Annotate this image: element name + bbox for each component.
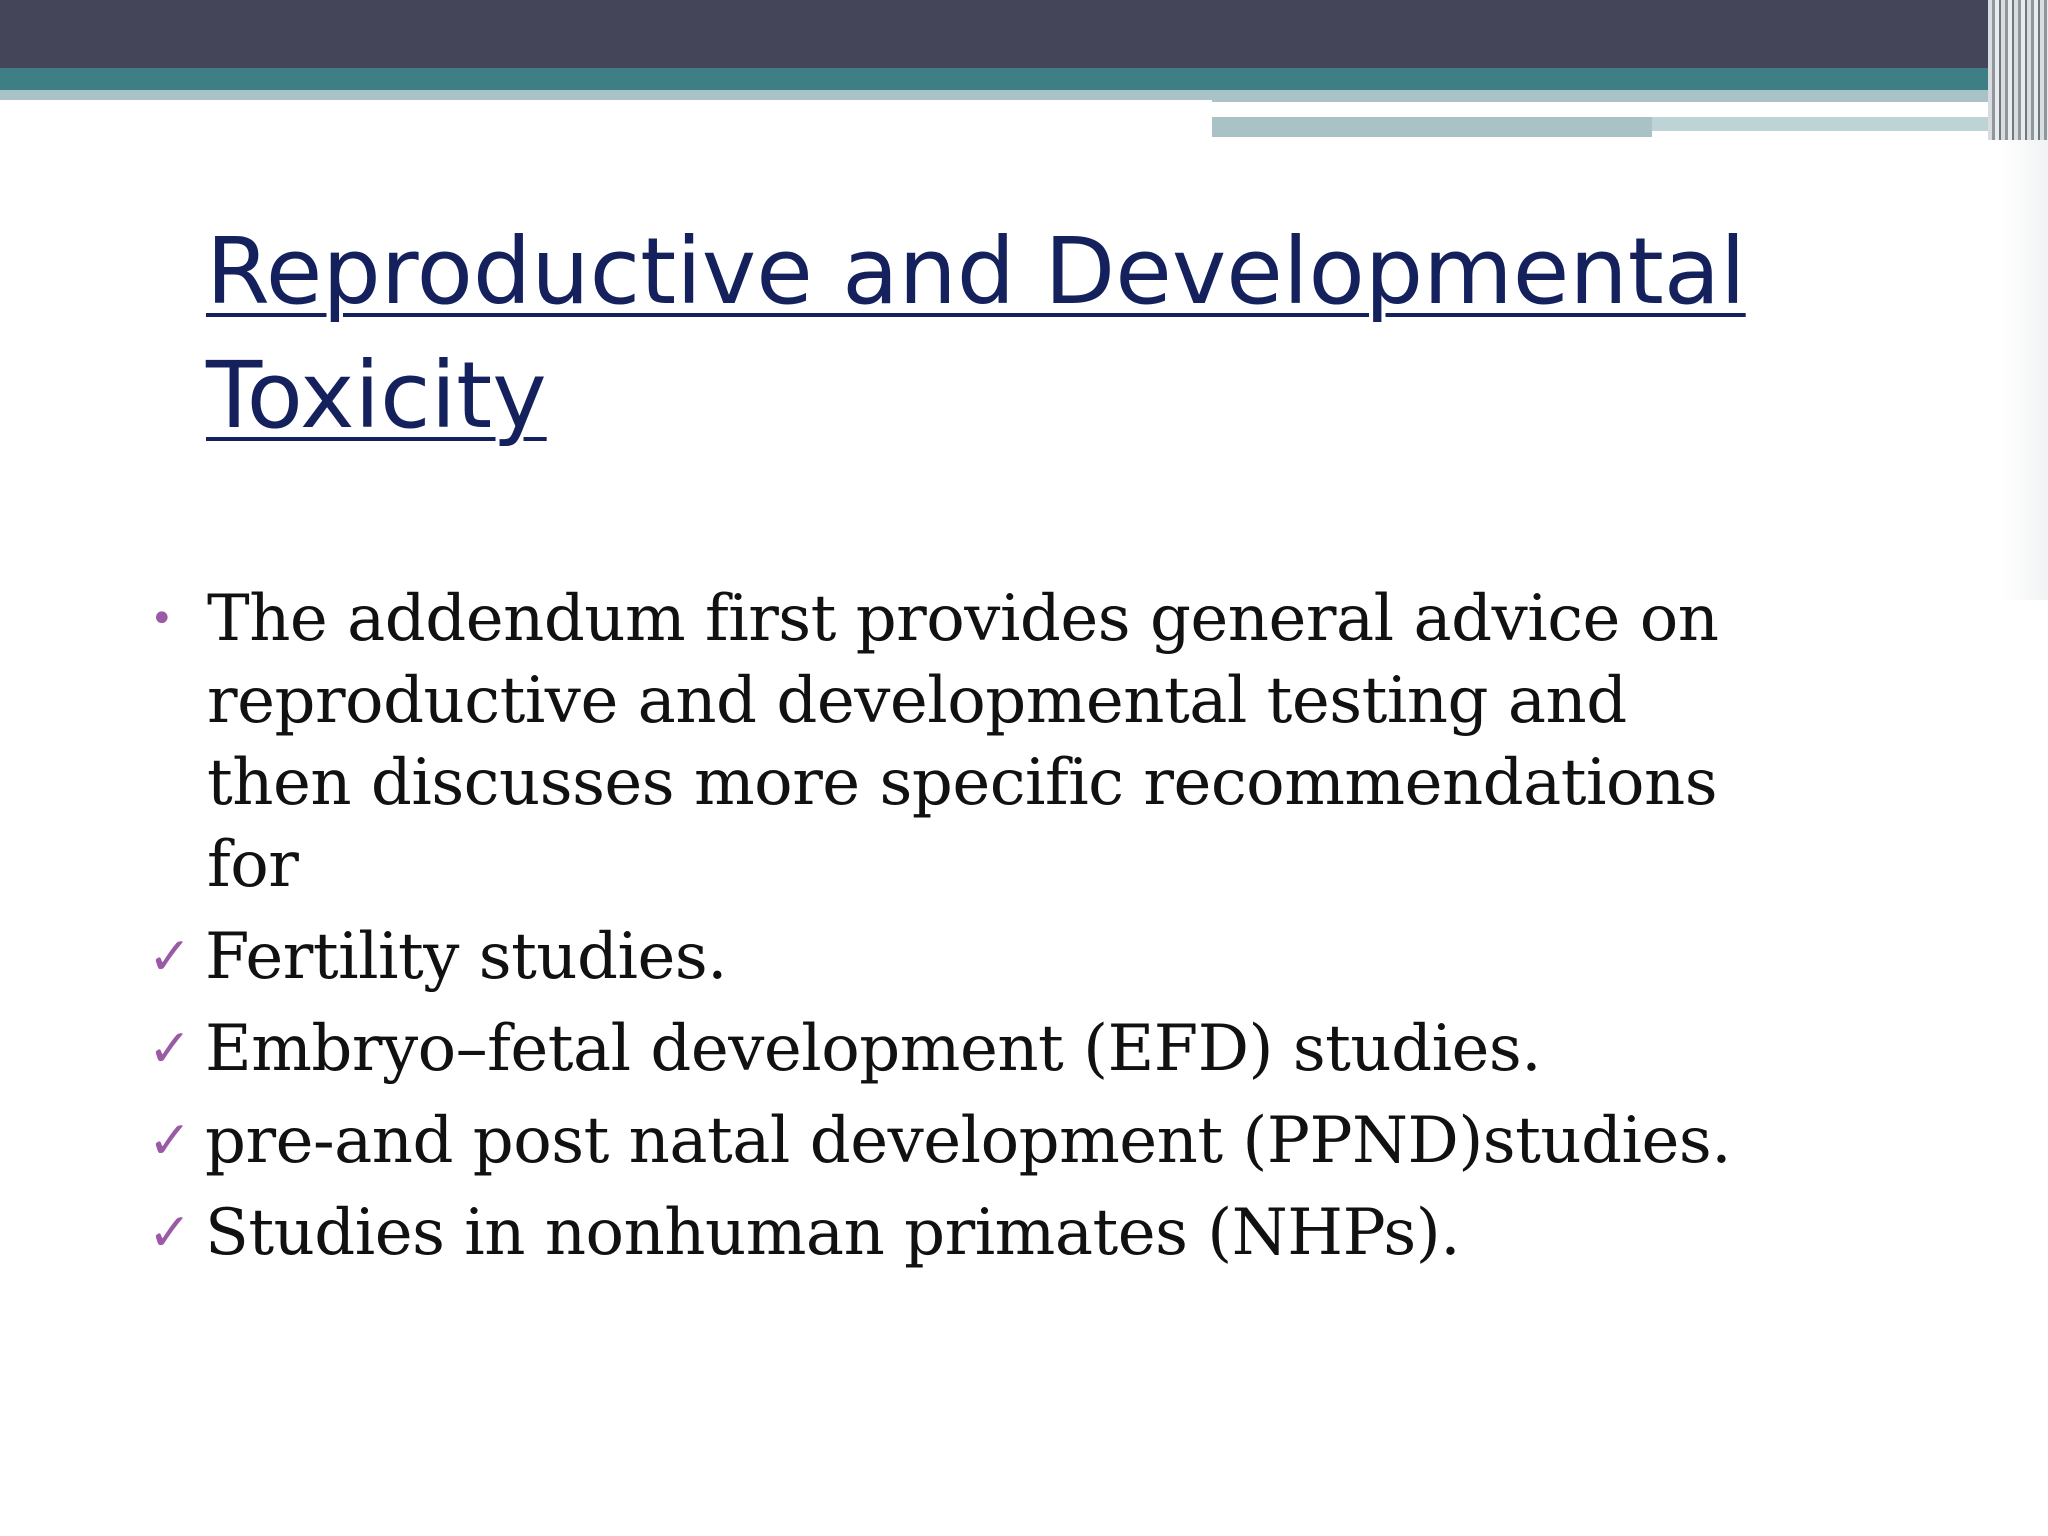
check-item-ppnd	[148, 1100, 1788, 1182]
checkmark-icon: ✓	[148, 1203, 192, 1263]
header-light-band-right	[1212, 90, 2048, 102]
header-dark-band	[0, 0, 2048, 68]
bullet-text: The addendum first provides general advice on reproductive and developmental testing and then discusses more specific recommendations for	[207, 582, 1719, 902]
slide-title	[206, 210, 1766, 458]
edge-stripes-decoration	[1988, 0, 2048, 140]
check-item-text: Embryo–fetal development (EFD) studies.	[205, 1012, 1542, 1086]
check-item-text: Fertility studies.	[205, 920, 727, 994]
check-item-efd	[148, 1008, 1788, 1090]
checkmark-icon: ✓	[148, 1019, 192, 1079]
slide-body	[148, 578, 1788, 1274]
checkmark-icon: ✓	[148, 1111, 192, 1171]
bullet-item	[148, 578, 1788, 906]
header-light-band-left	[0, 90, 1212, 100]
check-item-fertility	[148, 916, 1788, 998]
header-teal-band	[0, 68, 2048, 90]
check-item-nhp	[148, 1192, 1788, 1274]
checkmark-icon: ✓	[148, 927, 192, 987]
check-item-text: pre-and post natal development (PPND)studies.	[205, 1104, 1732, 1178]
check-item-text: Studies in nonhuman primates (NHPs).	[205, 1196, 1461, 1270]
slide-title-text: Reproductive and Developmental Toxicity	[206, 218, 1746, 449]
header-light-band-lower	[1212, 117, 1652, 137]
edge-shadow-decoration	[2002, 140, 2048, 600]
bullet-dot-icon: •	[150, 596, 174, 642]
